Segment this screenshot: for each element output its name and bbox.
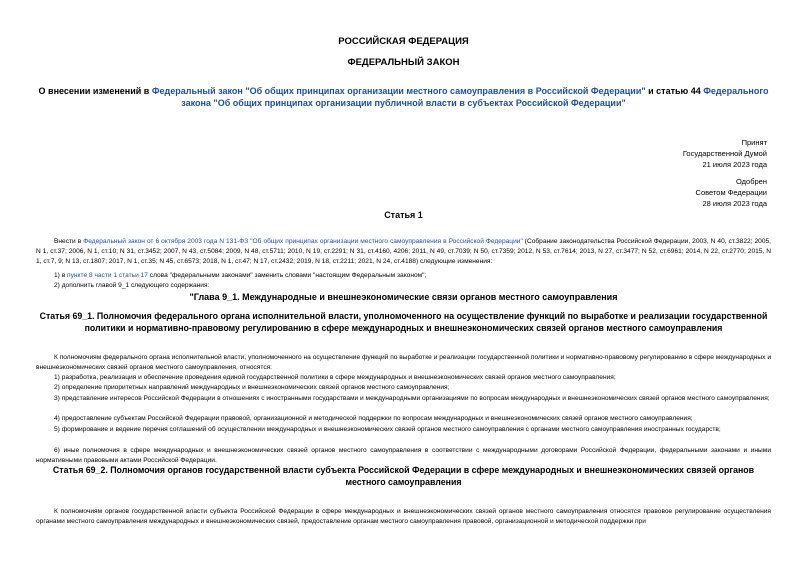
article-1-item-1 <box>54 271 771 281</box>
article-1-item-2: 2) дополнить главой 9_1 следующего содержания: <box>54 282 210 289</box>
item-1-prefix: 1) в <box>54 272 68 279</box>
article-69-1-item-3: 3) представление интересов Российской Федерации в отношениях с иностранными государствами и международными организациями по вопросам международных и внешнеэкономических связей органов местного самоуправления; <box>54 395 770 402</box>
adoption-line-1: Принят <box>741 138 767 147</box>
article-69-1-item-1: 1) разработка, реализация и обеспечение проведения единой государственной политики в сфере международных и внешнеэкономических связей органов местного самоуправления; <box>54 374 616 381</box>
approval-date: 28 июля 2023 года <box>702 199 767 208</box>
article-69-1-intro: К полномочиям федерального органа исполнительной власти, уполномоченного на осуществление функций по выработке и реализации государственной политики и нормативно-правовому регулированию в сфере международных и внешнеэкономических связей органов местного самоуправления, относятся: <box>36 354 771 371</box>
adoption-date: 21 июля 2023 года <box>702 160 767 169</box>
article-1-intro-prefix: Внести в <box>54 238 84 245</box>
article-69-2-intro: К полномочиям органов государственной власти субъекта Российской Федерации в сфере международных и внешнеэкономических связей органов местного самоуправления относятся правовое регулирование осуществления органами местного самоуправления международных и внешнеэкономических связей, предоставление органам местного самоуправления правовой, организационной и методической поддержки при <box>36 508 771 525</box>
title-middle: и статью 44 <box>645 86 704 96</box>
article-1-heading: Статья 1 <box>384 210 423 220</box>
title-link-law-131[interactable]: Федеральный закон "Об общих принципах организации местного самоуправления в Российской Федерации" <box>151 86 646 96</box>
country-header: РОССИЙСКАЯ ФЕДЕРАЦИЯ <box>338 36 469 47</box>
article-69-1-heading: Статья 69_1. Полномочия федерального органа исполнительной власти, уполномоченного на осуществление функций по выработке и реализации государственной политики и нормативно-правовому регулированию в сфере международных и внешнеэкономических связей органов местного самоуправления <box>39 311 768 333</box>
adoption-line-2: Государственной Думой <box>682 149 767 158</box>
article-69-1-item-6: 6) иные полномочия в сфере международных и внешнеэкономических связей органов местного самоуправления в соответствии с международными договорами Российской Федерации, федеральными законами и иными нормативными правовыми актами Российской Федерации. <box>36 447 771 464</box>
adoption-block <box>683 137 767 170</box>
chapter-9-1-heading: "Глава 9_1. Международные и внешнеэкономические связи органов местного самоуправления <box>189 292 618 302</box>
approval-block <box>696 176 767 209</box>
law-title <box>36 85 771 109</box>
article-17-link[interactable]: пункте 8 части 1 статьи 17 <box>67 272 148 279</box>
law-131-link[interactable]: Федеральный закон от 6 октября 2003 года N 131-ФЗ "Об общих принципах организации местного самоуправления в Российской Федерации" <box>83 238 523 245</box>
approval-line-2: Советом Федерации <box>695 188 767 197</box>
article-69-1-item-5: 5) формирование и ведение перечня соглашений об осуществлении международных и внешнеэкономических связей органов местного самоуправления с органами местного самоуправления иностранных государств; <box>54 426 721 433</box>
law-type-header: ФЕДЕРАЛЬНЫЙ ЗАКОН <box>347 57 460 68</box>
article-69-1-item-2: 2) определение приоритетных направлений международных и внешнеэкономических связей органов местного самоуправления; <box>54 384 450 391</box>
article-1-intro <box>36 237 771 267</box>
item-1-text: слова "федеральными законами" заменить словами "настоящим Федеральным законом"; <box>147 272 427 279</box>
title-link-law-44[interactable]: Федерального закона "Об общих принципах организации публичной власти в субъектах Российской Федерации" <box>181 86 769 108</box>
title-prefix: О внесении изменений в <box>38 86 152 96</box>
article-69-2-heading: Статья 69_2. Полномочия органов государственной власти субъекта Российской Федерации в сфере международных и внешнеэкономических связей органов местного самоуправления <box>52 465 755 487</box>
approval-line-1: Одобрен <box>736 177 767 186</box>
article-69-1-item-4: 4) предоставление субъектам Российской Федерации правовой, организационной и методической поддержки по вопросам международных и внешнеэкономических связей органов местного самоуправления; <box>54 415 693 422</box>
article-1-intro-text: (Собрание законодательства Российской Федерации, 2003, N 40, ст.3822; 2005, N 1, ст.37; 2006, N 1, ст.10; N 31, ст.3452; 2007, N 43, ст.5084; 2009, N 48, ст.5711; 2010, N 19, ст.2291; N 31, ст.4160, 4206; 2011, N 49, ст.7039; N 50, ст.7359; 2012, N 53, ст.7614; 2013, N 27, ст.3477; N 52, ст.6961; 2014, N 22, ст.2770; 2015, N 1, ст.7, 9; N 13, ст.1807; 2017, N 1, ст.35; N 45, ст.6573; 2018, N 1, ст.47; N 17, ст.2432; 2019, N 18, ст.2211; 2021, N 24, ст.4188) следующие изменения: <box>36 238 771 265</box>
